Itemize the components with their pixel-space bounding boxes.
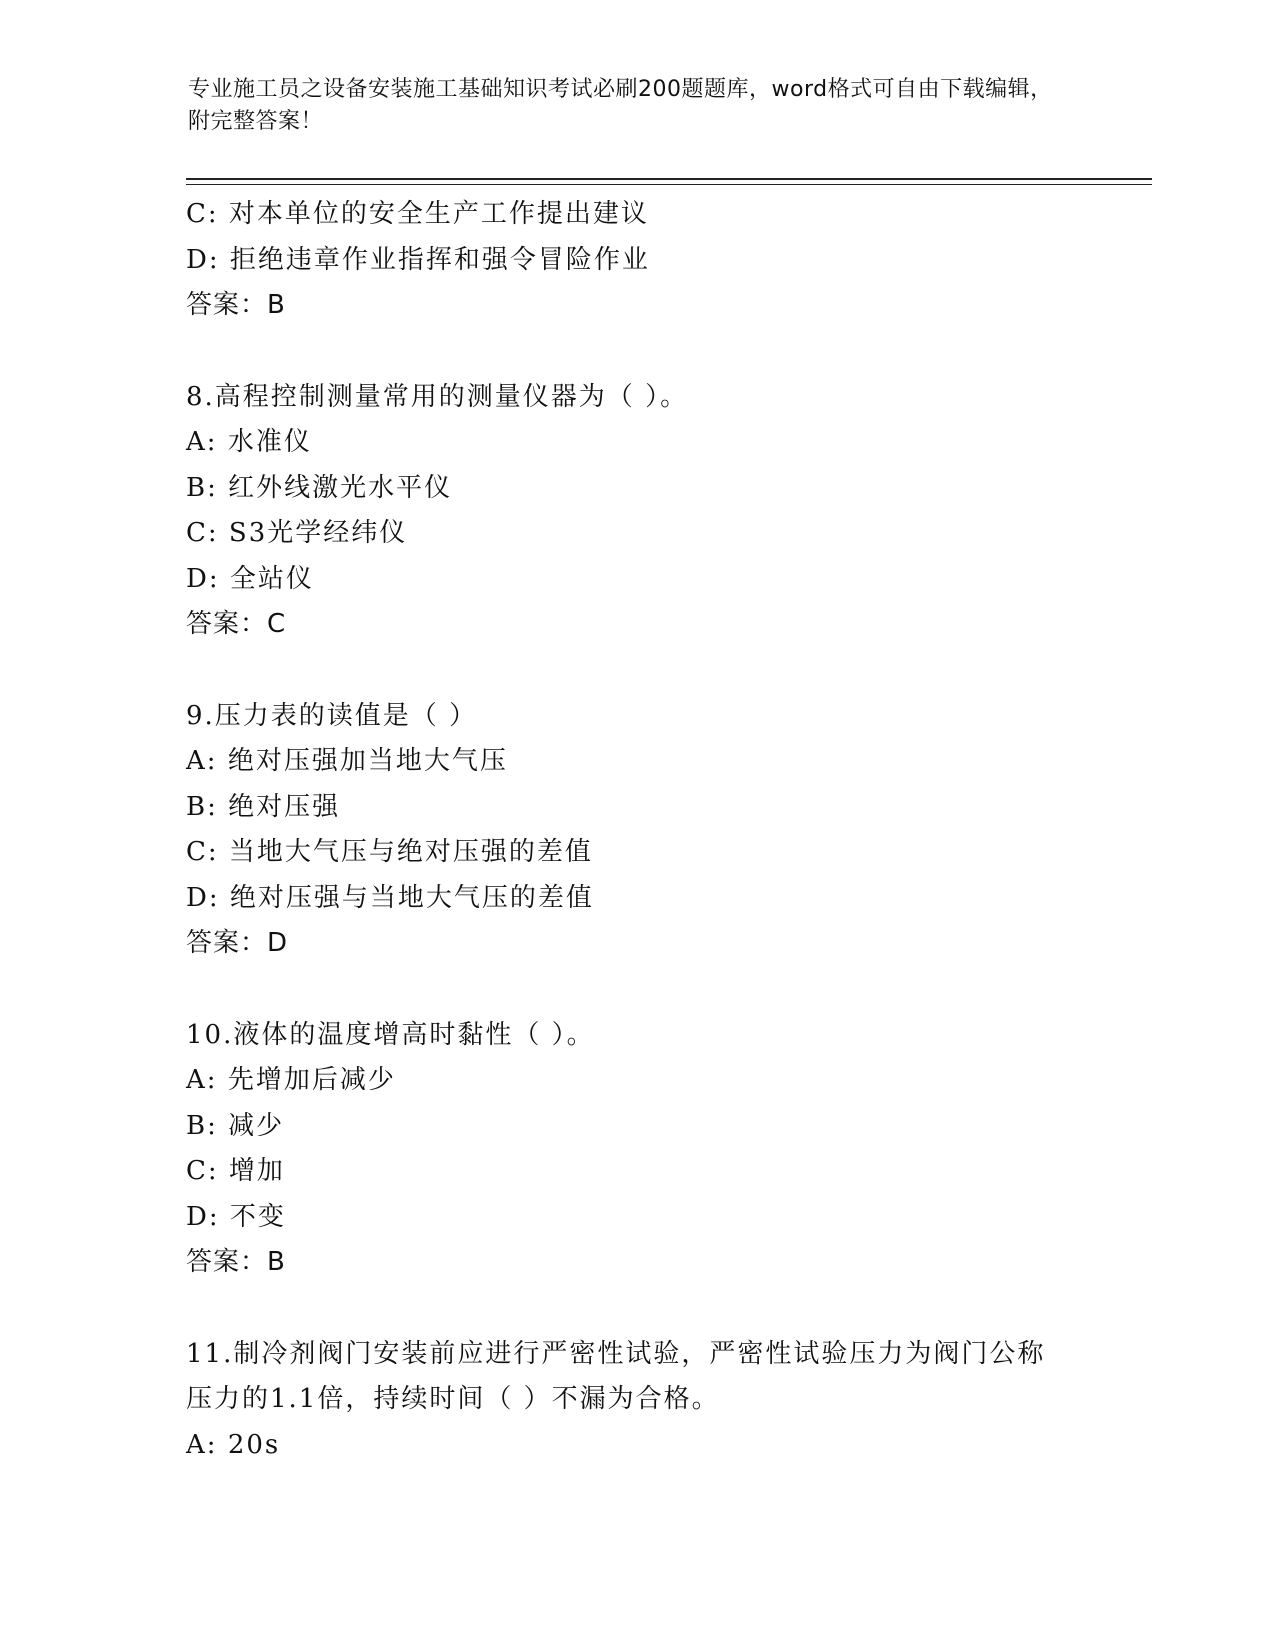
option-line: A: 20s (186, 1429, 281, 1460)
option-line: A: 绝对压强加当地大气压 (186, 746, 508, 776)
option-line: A: 先增加后减少 (186, 1065, 396, 1095)
document-header: 专业施工员之设备安装施工基础知识考试必刷200题题库，word格式可自由下载编辑，附完整答案！ (188, 77, 1053, 134)
option-line: D: 全站仪 (186, 563, 314, 594)
option-line: C: 对本单位的安全生产工作提出建议 (186, 199, 649, 229)
option-line: B: 红外线激光水平仪 (186, 472, 453, 503)
answer-line: 答案：B (186, 290, 286, 320)
header-rule-thin (186, 184, 1152, 185)
option-line: C: S3光学经纬仪 (186, 518, 408, 548)
option-line: D: 绝对压强与当地大气压的差值 (186, 882, 594, 913)
header-rule-thick (186, 178, 1152, 180)
option-line: B: 绝对压强 (186, 791, 341, 822)
option-line: B: 减少 (186, 1110, 285, 1141)
document-body (186, 192, 1086, 1468)
answer-line: 答案：D (186, 928, 289, 958)
answer-line: 答案：C (186, 609, 287, 639)
option-line: C: 当地大气压与绝对压强的差值 (186, 837, 593, 867)
option-line: C: 增加 (186, 1156, 285, 1186)
option-line: D: 不变 (186, 1201, 286, 1232)
answer-line: 答案：B (186, 1247, 286, 1277)
option-line: D: 拒绝违章作业指挥和强令冒险作业 (186, 244, 650, 275)
option-line: A: 水准仪 (186, 427, 312, 457)
question-stem: 11.制冷剂阀门安装前应进行严密性试验，严密性试验压力为阀门公称压力的1.1倍，持续时间（ ）不漏为合格。 (186, 1338, 1046, 1414)
question-stem: 10.液体的温度增高时黏性（ ）。 (186, 1019, 595, 1050)
question-stem: 9.压力表的读值是（ ） (186, 700, 478, 731)
question-stem: 8.高程控制测量常用的测量仪器为（ ）。 (186, 381, 689, 412)
